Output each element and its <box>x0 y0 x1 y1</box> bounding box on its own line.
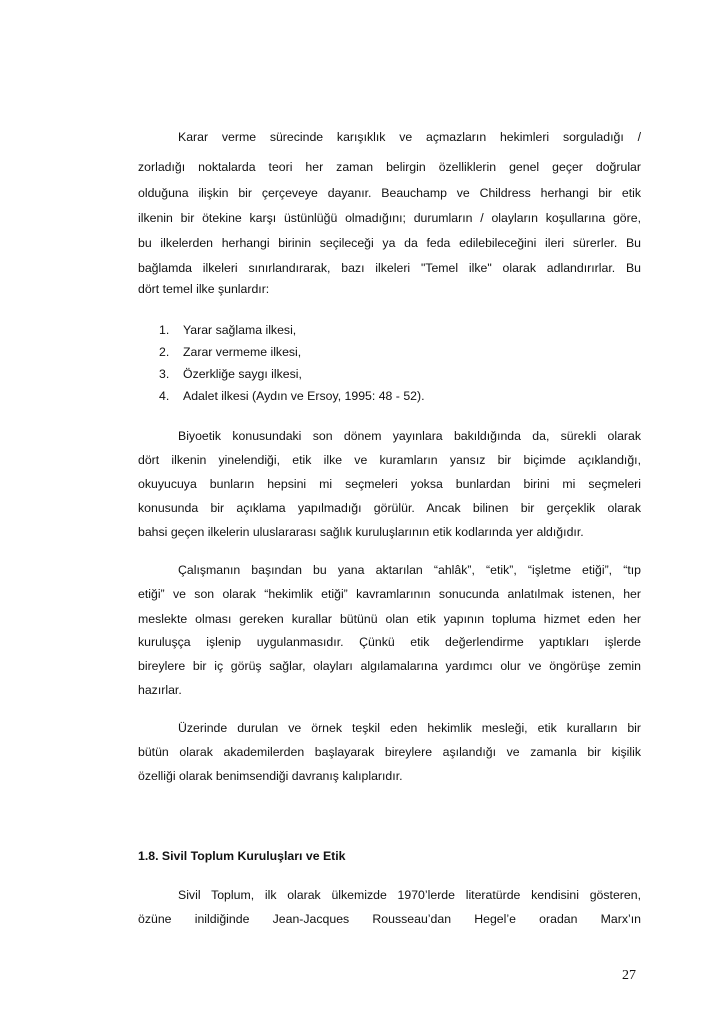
text-line: kuruluşça işlenip uygulanmasıdır. Çünkü etik değerlendirme yaptıkları işlerde <box>138 635 641 649</box>
list-number: 3. <box>159 367 170 381</box>
list-number: 1. <box>159 323 170 337</box>
text-line: Üzerinde durulan ve örnek teşkil eden hekimlik mesleği, etik kuralların bir <box>178 721 641 735</box>
list-text: Yarar sağlama ilkesi, <box>183 323 297 337</box>
text-line: bu ilkelerden herhangi birinin seçileceği ya da feda edilebileceğini ileri sürerler. Bu <box>138 236 641 250</box>
list-text: Adalet ilkesi (Aydın ve Ersoy, 1995: 48 - 52). <box>183 389 425 403</box>
section-heading: 1.8. Sivil Toplum Kuruluşları ve Etik <box>138 849 346 863</box>
text-line: okuyucuya bunların hepsini mi seçmeleri yoksa bunlardan birini mi seçmeleri <box>138 477 641 491</box>
text-line: bağlamda ilkeleri sınırlandırarak, bazı ilkeleri "Temel ilke" olarak adlandırırlar. Bu <box>138 261 641 275</box>
list-item <box>159 344 301 361</box>
text-line: özelliği olarak benimsendiği davranış kalıplarıdır. <box>138 769 403 783</box>
text-line: bütün olarak akademilerden başlayarak bireylere aşılandığı ve zamanla bir kişilik <box>138 745 641 759</box>
list-item <box>159 388 425 405</box>
text-line: dört temel ilke şunlardır: <box>138 282 270 296</box>
list-text: Zarar vermeme ilkesi, <box>183 345 302 359</box>
text-line: bireylere bir iç görüş sağlar, olayları algılamalarına yardımcı olur ve öngörüşe zemin <box>138 659 641 673</box>
page-number: 27 <box>622 968 636 983</box>
list-number: 4. <box>159 389 170 403</box>
text-line: bahsi geçen ilkelerin uluslararası sağlık kuruluşlarının etik kodlarında yer aldığıdır. <box>138 525 584 539</box>
text-line: özüne inildiğinde Jean-Jacques Rousseau’dan Hegel’e oradan Marx’ın <box>138 912 641 926</box>
list-item <box>159 322 296 339</box>
text-line: dört ilkenin yinelendiği, etik ilke ve kuramların yansız bir biçimde açıklandığı, <box>138 453 641 467</box>
text-line: zorladığı noktalarda teori her zaman belirgin özelliklerin genel geçer doğrular <box>138 160 641 174</box>
text-line: Sivil Toplum, ilk olarak ülkemizde 1970’lerde literatürde kendisini gösteren, <box>178 888 641 902</box>
text-line: Biyoetik konusundaki son dönem yayınlara bakıldığında da, sürekli olarak <box>178 429 641 443</box>
text-line: etiği” ve son olarak “hekimlik etiği” kavramlarının sonucunda anlatılmak istenen, her <box>138 587 641 601</box>
list-number: 2. <box>159 345 170 359</box>
text-line: hazırlar. <box>138 683 182 697</box>
text-line: Karar verme sürecinde karışıklık ve açmazların hekimleri sorguladığı / <box>178 130 641 144</box>
list-item <box>159 366 302 383</box>
text-line: konusunda bir açıklama yapılmadığı görülür. Ancak bilinen bir gerçeklik olarak <box>138 501 641 515</box>
list-text: Özerkliğe saygı ilkesi, <box>183 367 302 381</box>
text-line: olduğuna ilişkin bir çerçeveye dayanır. Beauchamp ve Childress herhangi bir etik <box>138 186 641 200</box>
text-line: ilkenin bir ötekine karşı üstünlüğü olmadığını; durumların / olayların koşullarına göre, <box>138 211 641 225</box>
text-line: Çalışmanın başından bu yana aktarılan “ahlâk”, “etik”, “işletme etiği”, “tıp <box>178 563 641 577</box>
text-line: meslekte olması gereken kurallar bütünü olan etik yapının topluma hizmet eden her <box>138 612 641 626</box>
